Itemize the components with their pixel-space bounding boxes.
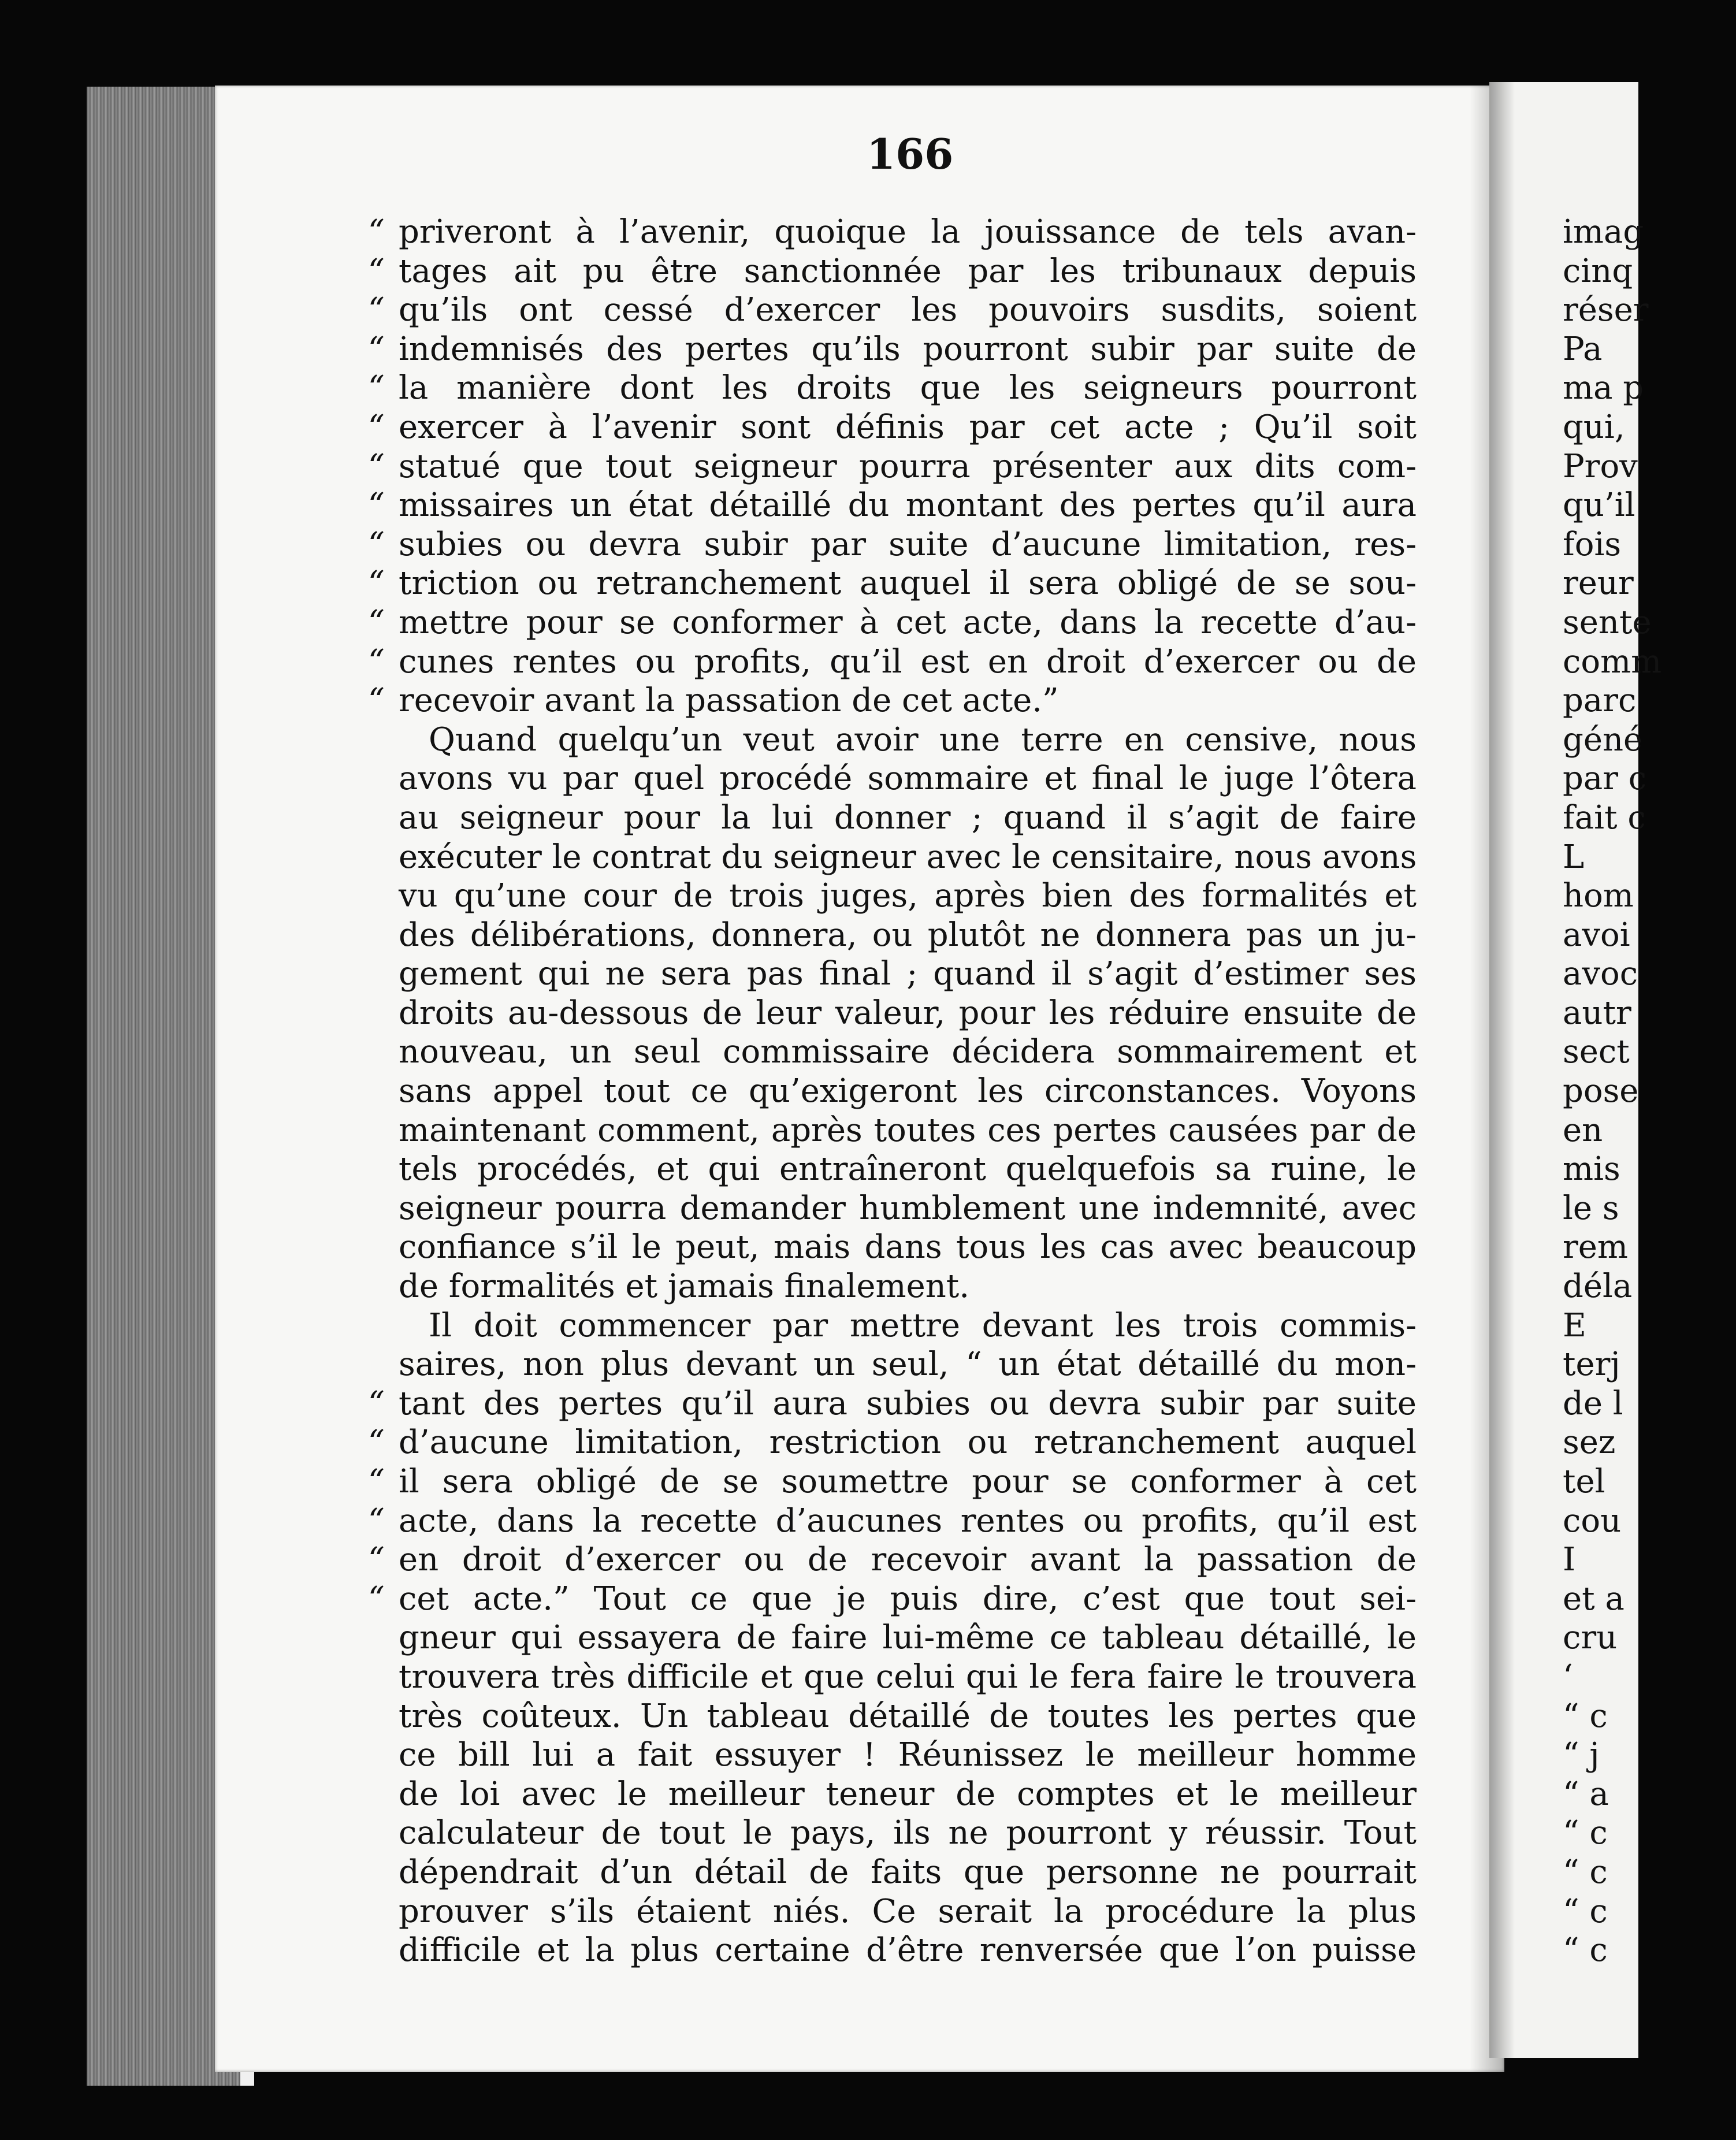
text-line xyxy=(368,486,1417,525)
text-line xyxy=(368,213,1417,252)
line-text: ce bill lui a fait essuyer ! Réunissez le meilleur homme xyxy=(399,1736,1417,1774)
line-text: d’aucune limitation, restriction ou retranchement auquel xyxy=(399,1424,1417,1462)
quote-mark: “ xyxy=(368,642,385,681)
text-line xyxy=(399,994,1417,1033)
facing-page-fragment: cru xyxy=(1563,1619,1618,1657)
text-line xyxy=(368,603,1417,642)
facing-page-fragment: avoi xyxy=(1563,916,1630,954)
quote-mark: “ xyxy=(368,603,385,641)
line-text: missaires un état détaillé du montant des pertes qu’il aura xyxy=(399,486,1417,525)
text-line xyxy=(399,798,1417,838)
facing-page-fragment: I xyxy=(1563,1541,1576,1579)
facing-page-fragment: avoc xyxy=(1563,955,1638,993)
line-text: statué que tout seigneur pourra présenter aux dits com- xyxy=(399,447,1417,485)
line-text: très coûteux. Un tableau détaillé de toutes les pertes que xyxy=(399,1697,1417,1735)
line-text: vu qu’une cour de trois juges, après bien des formalités et xyxy=(399,877,1417,915)
text-line xyxy=(399,916,1417,955)
line-text: tels procédés, et qui entraîneront quelquefois sa ruine, le xyxy=(399,1150,1417,1188)
facing-page-fragment: sect xyxy=(1563,1033,1630,1071)
facing-page-fragment: reur xyxy=(1563,564,1634,603)
text-line xyxy=(399,1267,1417,1306)
quote-mark: “ xyxy=(368,1502,385,1540)
facing-page-fragment: ‘ xyxy=(1563,1658,1573,1696)
line-text: exercer à l’avenir sont définis par cet acte ; Qu’il soit xyxy=(399,408,1417,446)
text-line xyxy=(399,1111,1417,1150)
text-line xyxy=(399,954,1417,994)
facing-page-fragment: réser xyxy=(1563,291,1649,329)
facing-page-fragment: “ c xyxy=(1563,1853,1608,1891)
line-text: tages ait pu être sanctionnée par les tribunaux depuis xyxy=(399,252,1417,290)
facing-page-fragment: sez xyxy=(1563,1424,1616,1462)
text-line xyxy=(399,1306,1417,1346)
line-text: la manière dont les droits que les seigneurs pourront xyxy=(399,369,1417,407)
text-line xyxy=(399,1853,1417,1892)
line-text: priveront à l’avenir, quoique la jouissance de tels avan- xyxy=(399,213,1417,251)
line-text: nouveau, un seul commissaire décidera sommairement et xyxy=(399,1033,1417,1071)
text-line xyxy=(368,1384,1417,1424)
text-line xyxy=(399,838,1417,877)
facing-page-fragment: comm xyxy=(1563,642,1662,681)
quote-mark: “ xyxy=(368,369,385,407)
text-line xyxy=(399,1658,1417,1697)
line-text: sans appel tout ce qu’exigeront les circonstances. Voyons xyxy=(399,1072,1417,1110)
line-text: en droit d’exercer ou de recevoir avant la passation de xyxy=(399,1541,1417,1579)
line-text: confiance s’il le peut, mais dans tous les cas avec beaucoup xyxy=(399,1228,1417,1266)
text-line xyxy=(399,1814,1417,1853)
text-line xyxy=(399,1072,1417,1111)
facing-page-fragment: terj xyxy=(1563,1346,1620,1384)
text-line xyxy=(368,408,1417,447)
line-text: gneur qui essayera de faire lui-même ce tableau détaillé, le xyxy=(399,1619,1417,1657)
text-line xyxy=(399,1150,1417,1189)
facing-page-fragment: rem xyxy=(1563,1228,1629,1266)
facing-page-fragment: “ c xyxy=(1563,1892,1608,1930)
facing-page-fragment: parc xyxy=(1563,682,1637,720)
facing-page-fragment: tel xyxy=(1563,1463,1605,1500)
line-text: qu’ils ont cessé d’exercer les pouvoirs susdits, soient xyxy=(399,291,1417,329)
text-line xyxy=(399,720,1417,760)
facing-page-fragment: Prov xyxy=(1563,447,1638,485)
facing-page-fragment: “ c xyxy=(1563,1697,1608,1735)
line-text: saires, non plus devant un seul, “ un état détaillé du mon- xyxy=(399,1346,1417,1384)
text-line xyxy=(368,330,1417,369)
text-line xyxy=(399,1775,1417,1814)
text-line xyxy=(368,1540,1417,1580)
text-line xyxy=(399,1345,1417,1384)
facing-page-fragment: qui, xyxy=(1563,408,1625,446)
text-line xyxy=(399,1892,1417,1931)
facing-page-text xyxy=(1563,213,1736,1970)
line-text: gement qui ne sera pas final ; quand il s’agit d’estimer ses xyxy=(399,955,1417,993)
text-line xyxy=(368,1502,1417,1541)
facing-page-fragment: Pa xyxy=(1563,330,1603,368)
line-text: tant des pertes qu’il aura subies ou devra subir par suite xyxy=(399,1384,1417,1422)
line-text: cet acte.” Tout ce que je puis dire, c’est que tout sei- xyxy=(399,1580,1417,1618)
quote-mark: “ xyxy=(368,525,385,563)
text-line xyxy=(368,564,1417,603)
quote-mark: “ xyxy=(368,1541,385,1579)
facing-page-fragment: autr xyxy=(1563,994,1631,1032)
line-text: indemnisés des pertes qu’ils pourront subir par suite de xyxy=(399,330,1417,368)
quote-mark: “ xyxy=(368,1384,385,1422)
line-text: trouvera très difficile et que celui qui le fera faire le trouvera xyxy=(399,1658,1417,1696)
line-text: exécuter le contrat du seigneur avec le censitaire, nous avons xyxy=(399,838,1417,876)
facing-page-fragment: géné xyxy=(1563,720,1643,759)
text-line xyxy=(368,1580,1417,1619)
line-text: Quand quelqu’un veut avoir une terre en censive, nous xyxy=(429,720,1417,759)
line-text: il sera obligé de se soumettre pour se conformer à cet xyxy=(399,1463,1417,1500)
facing-page-fragment: sente xyxy=(1563,603,1652,641)
text-line xyxy=(399,876,1417,916)
facing-page-fragment: mis xyxy=(1563,1150,1620,1188)
facing-page-fragment: “ a xyxy=(1563,1775,1609,1813)
line-text: dépendrait d’un détail de faits que personne ne pourrait xyxy=(399,1853,1417,1891)
facing-page-fragment: pose xyxy=(1563,1072,1639,1110)
line-text: prouver s’ils étaient niés. Ce serait la procédure la plus xyxy=(399,1892,1417,1930)
text-line xyxy=(399,1697,1417,1736)
facing-page-fragment: cou xyxy=(1563,1502,1622,1540)
line-text: mettre pour se conformer à cet acte, dans la recette d’au- xyxy=(399,603,1417,641)
quote-mark: “ xyxy=(368,252,385,290)
text-line xyxy=(399,1189,1417,1228)
line-text: recevoir avant la passation de cet acte.” xyxy=(399,682,1059,720)
facing-page-fragment: en xyxy=(1563,1111,1603,1149)
facing-page-fragment: L xyxy=(1563,838,1585,876)
facing-page-fragment: “ j xyxy=(1563,1736,1600,1774)
facing-page-fragment: E xyxy=(1563,1306,1586,1344)
text-line xyxy=(368,369,1417,408)
quote-mark: “ xyxy=(368,682,385,720)
quote-mark: “ xyxy=(368,564,385,603)
facing-page-fragment: qu’il xyxy=(1563,486,1635,525)
text-line xyxy=(368,525,1417,564)
quote-mark: “ xyxy=(368,447,385,485)
facing-page-fragment: déla xyxy=(1563,1268,1633,1306)
facing-page-fragment: de l xyxy=(1563,1384,1623,1422)
line-text: triction ou retranchement auquel il sera obligé de se sou- xyxy=(399,564,1417,603)
facing-page-fragment: ma p xyxy=(1563,369,1644,407)
facing-page-fragment: fois xyxy=(1563,525,1622,563)
facing-page-fragment: par c xyxy=(1563,760,1647,798)
text-line xyxy=(368,681,1417,720)
quote-mark: “ xyxy=(368,1463,385,1500)
page-number: 166 xyxy=(867,129,954,179)
text-line xyxy=(368,252,1417,291)
text-line xyxy=(399,1931,1417,1970)
line-text: seigneur pourra demander humblement une indemnité, avec xyxy=(399,1189,1417,1227)
text-line xyxy=(368,447,1417,486)
quote-mark: “ xyxy=(368,408,385,446)
line-text: acte, dans la recette d’aucunes rentes ou profits, qu’il est xyxy=(399,1502,1417,1540)
line-text: des délibérations, donnera, ou plutôt ne donnera pas un ju- xyxy=(399,916,1417,954)
text-line xyxy=(368,1423,1417,1462)
text-line xyxy=(399,1228,1417,1267)
line-text: au seigneur pour la lui donner ; quand il s’agit de faire xyxy=(399,798,1417,837)
line-text: difficile et la plus certaine d’être renversée que l’on puisse xyxy=(399,1931,1417,1970)
text-line xyxy=(368,1462,1417,1502)
text-line xyxy=(399,1618,1417,1658)
line-text: de loi avec le meilleur teneur de comptes et le meilleur xyxy=(399,1775,1417,1813)
line-text: avons vu par quel procédé sommaire et final le juge l’ôtera xyxy=(399,760,1417,798)
facing-page-fragment: fait c xyxy=(1563,798,1646,837)
text-line xyxy=(368,642,1417,682)
facing-page-fragment: “ c xyxy=(1563,1931,1608,1970)
quote-mark: “ xyxy=(368,1580,385,1618)
line-text: cunes rentes ou profits, qu’il est en droit d’exercer ou de xyxy=(399,642,1417,681)
facing-page-fragment: “ c xyxy=(1563,1814,1608,1852)
line-text: de formalités et jamais finalement. xyxy=(399,1268,970,1306)
quote-mark: “ xyxy=(368,291,385,329)
line-text: subies ou devra subir par suite d’aucune limitation, res- xyxy=(399,525,1417,563)
quote-mark: “ xyxy=(368,330,385,368)
facing-page-fragment: hom xyxy=(1563,877,1634,915)
line-text: Il doit commencer par mettre devant les trois commis- xyxy=(429,1306,1417,1344)
quote-mark: “ xyxy=(368,1424,385,1462)
facing-page-fragment: le s xyxy=(1563,1189,1619,1227)
text-line xyxy=(368,291,1417,330)
line-text: droits au-dessous de leur valeur, pour les réduire ensuite de xyxy=(399,994,1417,1032)
page-body-text xyxy=(368,213,1417,1970)
line-text: maintenant comment, après toutes ces pertes causées par de xyxy=(399,1111,1417,1149)
facing-page-fragment: et a xyxy=(1563,1580,1625,1618)
text-line xyxy=(399,1032,1417,1072)
text-line xyxy=(399,759,1417,798)
facing-page-fragment: imag xyxy=(1563,213,1644,251)
line-text: calculateur de tout le pays, ils ne pourront y réussir. Tout xyxy=(399,1814,1417,1852)
quote-mark: “ xyxy=(368,213,385,251)
quote-mark: “ xyxy=(368,486,385,525)
facing-page-fragment: cinq xyxy=(1563,252,1633,290)
text-line xyxy=(399,1736,1417,1775)
